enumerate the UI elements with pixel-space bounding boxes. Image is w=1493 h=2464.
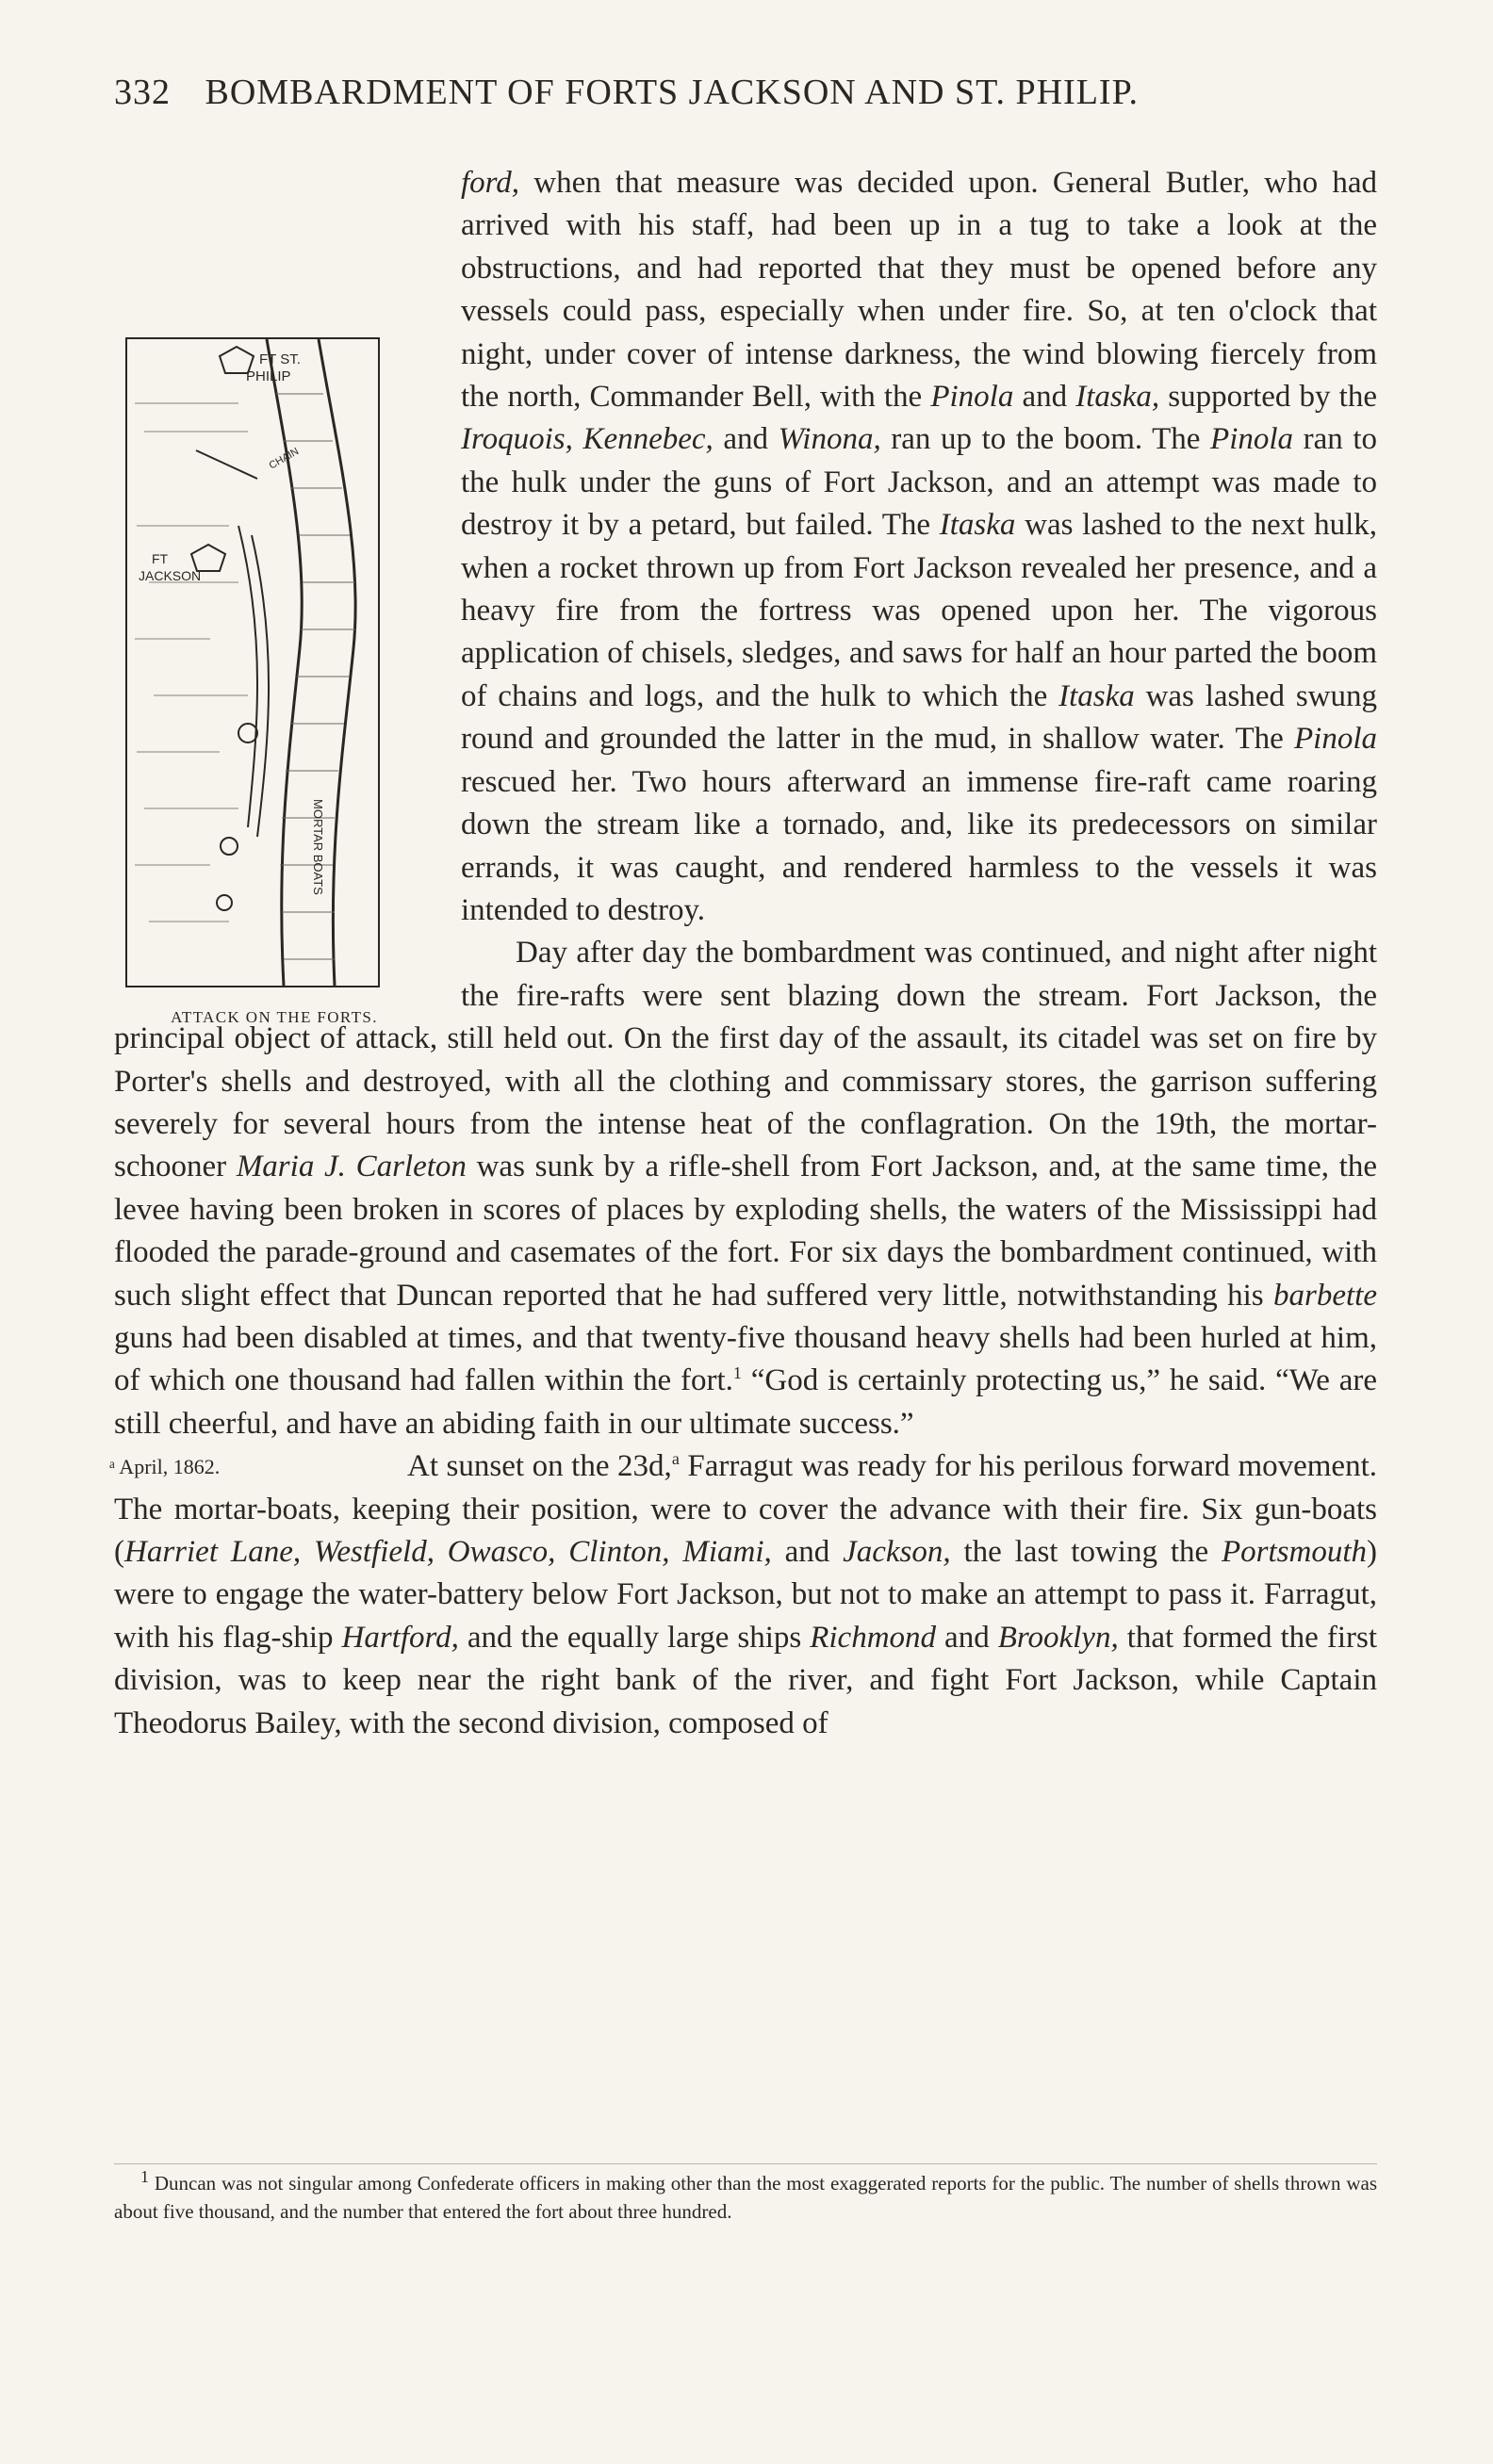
label-chain: CHAIN	[267, 446, 302, 472]
figure-caption: ATTACK ON THE FORTS.	[171, 1008, 378, 1026]
margin-note-date: ᵃ April, 1862.	[109, 1455, 221, 1479]
paragraph-1: ford, when that measure was decided upon. General Butler, who had arrived with his staff, had been up in a tug to take a look at the obstructions, and had reported that they must be opened before any vessels could pass, especially when under fire. So, at ten o'clock that night, under cover of intense darkness, the wind blowing fiercely from the north, Commander Bell, with the Pinola and Itaska, supported by the Iroquois, Kennebec, and Winona, ran up to the boom. The Pinola ran to the hulk under the guns of Fort Jackson, and an attempt was made to destroy it by a petard, but failed. The Itaska was lashed to the next hulk, when a rocket thrown up from Fort Jackson revealed her presence, and a heavy fire from the fortress was opened upon her. The vigorous application of chisels, sledges, and saws for half an hour parted the boom of chains and logs, and the hulk to which the Itaska was lashed swung round and grounded the latter in the mud, in shallow water. The Pinola rescued her. Two hours afterward an immense fire-raft came roaring down the stream like a tornado, and, like its predecessors on similar errands, it was caught, and rendered harmless to the vessels it was intended to destroy.	[461, 166, 1377, 927]
paragraph-2: Day after day the bombardment was continued, and night after night the fire-rafts were sent blazing down the stream. Fort Jackson, the principal object of attack, still held out. On the first day of the assault, its citadel was set on fire by Porter's shells and destroyed, with all the clothing and commissary stores, the garrison suffering severely for several hours from the intense heat of the conflagration. On the 19th, the mortar-schooner Maria J. Carleton was sunk by a rifle-shell from Fort Jackson, and, at the same time, the levee having been broken in scores of places by exploding shells, the waters of the Mississippi had flooded the parade-ground and casemates of the fort. For six days the bombardment continued, with such slight effect that Duncan reported that he had suffered very little, notwithstanding his barbette guns had been disabled at times, and that twenty-five thousand heavy shells had been hurled at him, of which one thousand had fallen within the fort.$^1$ “God is certainly protecting us,” he said. “We are still cheerful, and have an abiding faith in our ultimate success.”	[114, 936, 1377, 1441]
map-illustration	[125, 337, 380, 987]
margin-note-ref: a	[671, 1449, 680, 1469]
label-ft: FT	[152, 551, 169, 566]
footnote-ref-1[interactable]: 1	[732, 1363, 742, 1383]
page-number: 332	[114, 73, 171, 112]
paragraph-3: ᵃ April, 1862. At sunset on the 23d,$^a$ Farragut was ready for his perilous forward movement. The mortar-boats, keeping their position, were to cover the advance with their fire. Six gun-boats (Harriet Lane, Westfield, Owasco, Clinton, Miami, and Jackson, the last towing the Portsmouth) were to engage the water-battery below Fort Jackson, but not to make an attempt to pass it. Farragut, with his flag-ship Hartford, and the equally large ships Richmond and Brooklyn, that formed the first division, was to keep near the right bank of the river, and fight Fort Jackson, while Captain Theodorus Bailey, with the second division, composed of	[109, 1449, 1377, 1740]
footnote-1: $^1$ Duncan was not singular among Confederate officers in making other than the most exaggerated reports for the public. The number of shells thrown was about five thousand, and the number that entered the fort about three hundred.	[114, 2167, 1377, 2223]
running-title: BOMBARDMENT OF FORTS JACKSON AND ST. PHILIP.	[205, 73, 1139, 112]
footnotes	[114, 2169, 1377, 2226]
body-text	[109, 162, 1377, 1745]
label-jackson: JACKSON	[139, 568, 202, 583]
label-philip: PHILIP	[246, 368, 291, 384]
footnote-rule	[114, 2163, 1377, 2164]
running-header	[114, 72, 1377, 113]
figure-attack-on-forts	[114, 162, 435, 1026]
label-mortar-boats: MORTAR BOATS	[311, 799, 325, 895]
label-ft-st: FT ST.	[259, 351, 301, 367]
